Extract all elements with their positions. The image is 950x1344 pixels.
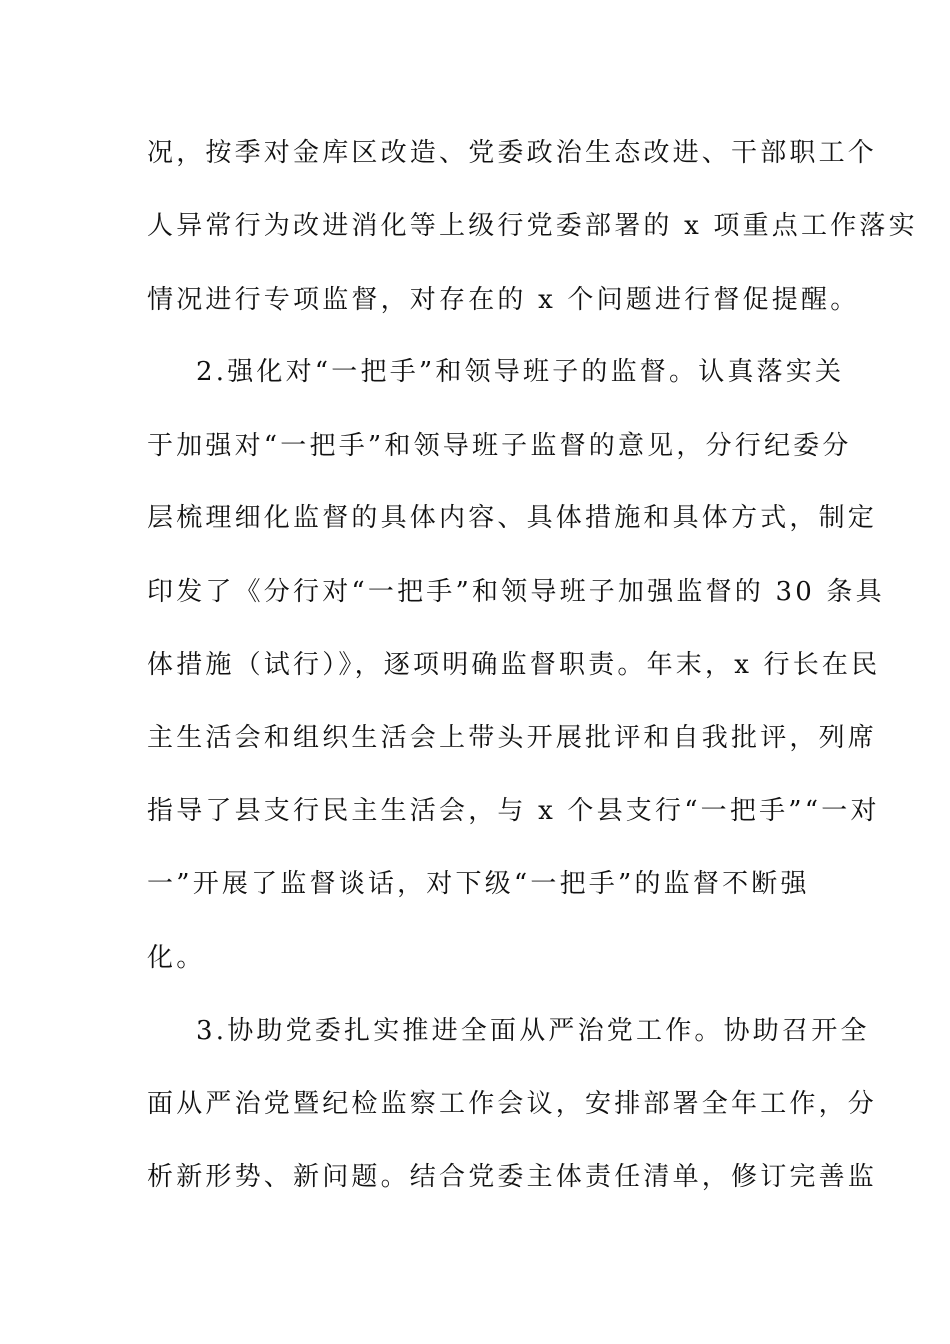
text-line: 印发了《分行对“一把手”和领导班子加强监督的 30 条具 <box>147 577 885 607</box>
text-line: 于加强对“一把手”和领导班子监督的意见，分行纪委分 <box>147 431 852 461</box>
paragraph-start-line: 3.协助党委扎实推进全面从严治党工作。协助召开全 <box>196 1016 870 1046</box>
text-line: 析新形势、新问题。结合党委主体责任清单，修订完善监 <box>147 1162 878 1192</box>
text-line: 化。 <box>147 943 206 973</box>
text-line: 指导了县支行民主生活会，与 x 个县支行“一把手”“一对 <box>147 796 880 826</box>
text-line: 主生活会和组织生活会上带头开展批评和自我批评，列席 <box>147 723 878 753</box>
text-line: 层梳理细化监督的具体内容、具体措施和具体方式，制定 <box>147 503 878 533</box>
text-line: 面从严治党暨纪检监察工作会议，安排部署全年工作，分 <box>147 1089 878 1119</box>
text-line: 人异常行为改进消化等上级行党委部署的 x 项重点工作落实 <box>147 211 918 241</box>
text-line: 体措施（试行）》，逐项明确监督职责。年末，x 行长在民 <box>147 650 881 680</box>
paragraph-start-line: 2.强化对“一把手”和领导班子的监督。认真落实关 <box>196 357 845 387</box>
text-line: 况，按季对金库区改造、党委政治生态改进、干部职工个 <box>147 138 878 168</box>
text-line: 情况进行专项监督，对存在的 x 个问题进行督促提醒。 <box>147 285 860 315</box>
text-line: 一”开展了监督谈话，对下级“一把手”的监督不断强 <box>147 869 810 899</box>
